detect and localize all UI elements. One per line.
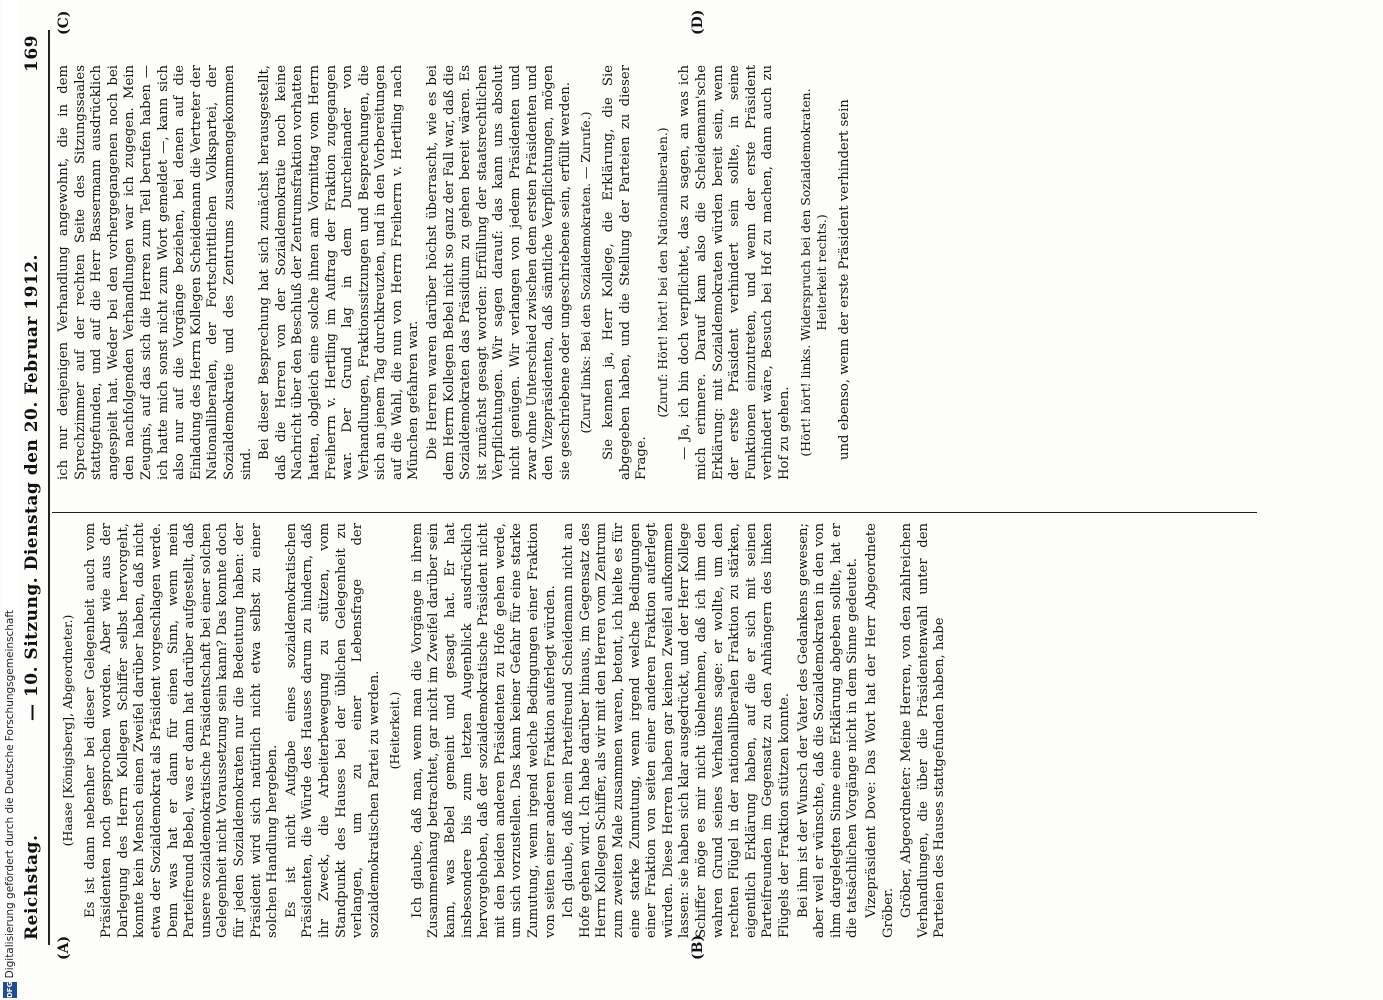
paragraph: Ich glaube, daß man, wenn man die Vorgänge in ihrem Zusammenhang betrachtet, gar nicht im Zweifel darüber sein kann, was Bebel gemeint und gesagt hat. Er hat insbesondere bis zum letzten Augenblick ausdrücklich hervorgehoben, daß der sozialdemokratische Präsident nicht mit den beiden anderen Präsidenten zu Hofe gehen werde, um sich vorzustellen. Das kann keiner Gefahr für eine starke Zumutung, wenn irgend welche Bedingungen einer Fraktion von seiten einer anderen Fraktion auferlegt würden. [409, 523, 558, 938]
paragraph: Sie kennen ja, Herr Kollege, die Erklärung, die Sie abgegeben haben, und die Stellung der Parteien zu dieser Frage. [601, 65, 650, 480]
paragraph: und ebenso, wenn der erste Präsident verhindert sein [836, 99, 852, 460]
right-column [56, 65, 855, 480]
paragraph: ich nur denjenigen Verhandlung angewohnt, die in dem Sprechzimmer auf der rechten Seite des Sitzungssaales stattgefunden, und auf die Herr Bassermann ausdrücklich angespielt hat. Weder bei den vorhergegangenen noch bei den nachfolgenden Verhandlungen war ich zugegen. Mein Zeugnis, auf das sich die Herren zum Teil berufen haben — ich hatte mich sonst nicht zum Wort gemeldet —, kann sich also nur auf die Vorgänge beziehen, bei denen auf die Einladung des Herrn Kollegen Scheidemann die Vertreter der Nationalliberalen, der Fortschrittlichen Volkspartei, der Sozialdemokratie und des Zentrums zusammengekommen sind. [56, 65, 254, 480]
dfg-logo: DFG [3, 982, 17, 998]
interjection: (Zuruf links: Bei den Sozialdemokraten. — Zurufe.) [578, 111, 594, 434]
speaker-paragraph: Vizepräsident Dove: Das Wort hat der Herr Abgeordnete Gröber. [863, 523, 896, 938]
paragraph: — Ja, ich bin doch verpflichtet, das zu sagen, an was ich mich erinnere. Darauf kam also die Scheidemann'sche Erklärung: mit Sozialdemokraten würden bereit sein, wenn der erste Präsident verhindert sein sollte, in seine Funktionen einzutreten, und wenn der erste Präsident verhindert wäre, Besuch bei Hof zu machen, dann auch zu Hof zu gehen. [677, 65, 792, 480]
interjection: (Heiterkeit.) [387, 691, 403, 770]
margin-marker-c: (C) [56, 10, 72, 35]
speaker-note: (Haase [Königsberg], Abgeordneter.) [60, 614, 75, 847]
paragraph: Die Herren waren darüber höchst überrascht, wie es bei dem Herrn Kollegen Bebel nicht so ganz der Fall war, daß die Sozialdemokraten das Präsidium zu gehen bereit wären. Es ist zunächst gesagt worden: Erfüllung der staatsrechtlichen Verpflichtungen. Wir sagen darauf: das kann uns absolut nicht genügen. Wir verlangen von jedem Präsidenten und zwar ohne Unterschied zwischen dem ersten Präsidenten und den Vizepräsidenten, daß sämtliche Verpflichtungen, mögen sie geschriebene oder ungeschriebene sein, erfüllt werden. [425, 64, 573, 480]
column-separator [52, 512, 1257, 513]
page-header [22, 35, 48, 940]
paragraph: Es ist dann nebenher bei dieser Gelegenheit auch vom Präsidenten noch gesprochen worden. Aber wie aus der Darlegung des Herrn Kollegen Schiffer selbst hervorgeht, konnte kein Mensch einen Zweifel darüber haben, daß nicht etwa der Sozialdemokrat als Präsident vorgeschlagen werde. Denn was hat er dann für einen Sinn, wenn mein Parteifreund Bebel, was er dann hat darüber aufgestellt, daß unsere sozialdemokratische Präsidentschaft bei einer solchen Gelegenheit nicht Voraussetzung sein kann? Das konnte doch für jeden Sozialdemokraten nur die Bedeutung haben: der Präsident wird sich natürlich nicht etwa selbst zu einer solchen Handlung hergeben. [82, 523, 281, 938]
header-rule [48, 30, 50, 945]
margin-marker-d: (D) [690, 9, 706, 35]
margin-marker-a: (A) [56, 935, 72, 960]
interjection: (Hört! hört! links. Widerspruch bei den Sozialdemokraten. Heiterkeit rechts.) [797, 88, 830, 457]
paragraph: Bei dieser Besprechung hat sich zunächst herausgestellt, daß die Herren von der Sozialdemokratie noch keine Nachricht über den Beschluß der Zentrumsfraktion vorhatten hatten, obgleich eine solche ihnen am Vormittag vom Herrn Freiherrn v. Hertling im Auftrag der Fraktion zugegangen war. Der Grund lag in dem Durcheinander von Verhandlungen, Fraktionssitzungen und Besprechungen, die sich an jenem Tag durchkreuzten, und in den Vorbereitungen auf die Wahl, die nun von Herrn Freiherrn v. Hertling nach München gefahren war. [257, 65, 422, 480]
interjection: (Zuruf: Hört! hört! bei den Nationalliberalen.) [654, 127, 670, 418]
header-title: — 10. Sitzung. Dienstag den 20. Februar 1912. [22, 254, 42, 721]
page-number: 169 [22, 35, 42, 72]
margin-marker-b: (B) [690, 934, 706, 960]
digitization-footer [2, 0, 18, 1000]
paragraph: Ich glaube, daß mein Parteifreund Scheidemann nicht an Hofe gehen wird. Ich habe darüber hinaus, im Gegensatz des Herrn Kollegen Schiffer, als wir mit den Herren vom Zentrum zum zweiten Male zusammen waren, betont, ich hielte es für eine starke Zumutung, wenn irgend welche Bedingungen einer Fraktion von seiten einer anderen Fraktion auferlegt würden. Diese Herren haben gar keinen Zweifel aufkommen lassen: sie haben sich klar ausgedrückt, und der Herr Kollege Schiffer möge es mir nicht übelnehmen, daß ich ihm den wahren Grund seines Verhaltens sage: er wollte, um den rechten Flügel in der nationalliberalen Fraktion zu stärken, eigentlich Erklärung haben, auf die er sich mit seinen Parteifreunden im Gegensatz zu den Anhängern des linken Flügels der Fraktion stützen konnte. [561, 523, 792, 938]
footer-text: Digitalisierung gefördert durch die Deutsche Forschungsgemeinschaft [4, 609, 16, 978]
speaker-paragraph: Gröber, Abgeordneter: Meine Herren, von den zahlreichen Verhandlungen, die über die Präsidentenwahl unter den Parteien des Hauses stattgefunden haben, habe [899, 523, 948, 938]
paragraph: Es ist nicht Aufgabe eines sozialdemokratischen Präsidenten, die Würde des Hauses darum zu hindern, daß ihr Zweck, die Arbeiterbewegung zu stützen, vom Standpunkt des Hauses bei der üblichen Gelegenheit zu verlangen, um zu einer Lebensfrage der sozialdemokratischen Partei zu werden. [283, 523, 382, 938]
left-column [56, 523, 951, 938]
header-left: Reichstag. [22, 834, 42, 940]
paragraph: Bei ihm ist der Wunsch der Vater des Gedankens gewesen; aber weil er wünschte, daß die Sozialdemokraten in den von ihm dargelegten Sinne eine Erklärung abgeben sollte, hat er die tatsächlichen Vorgänge nicht in dem Sinne gedeutet. [795, 523, 861, 938]
